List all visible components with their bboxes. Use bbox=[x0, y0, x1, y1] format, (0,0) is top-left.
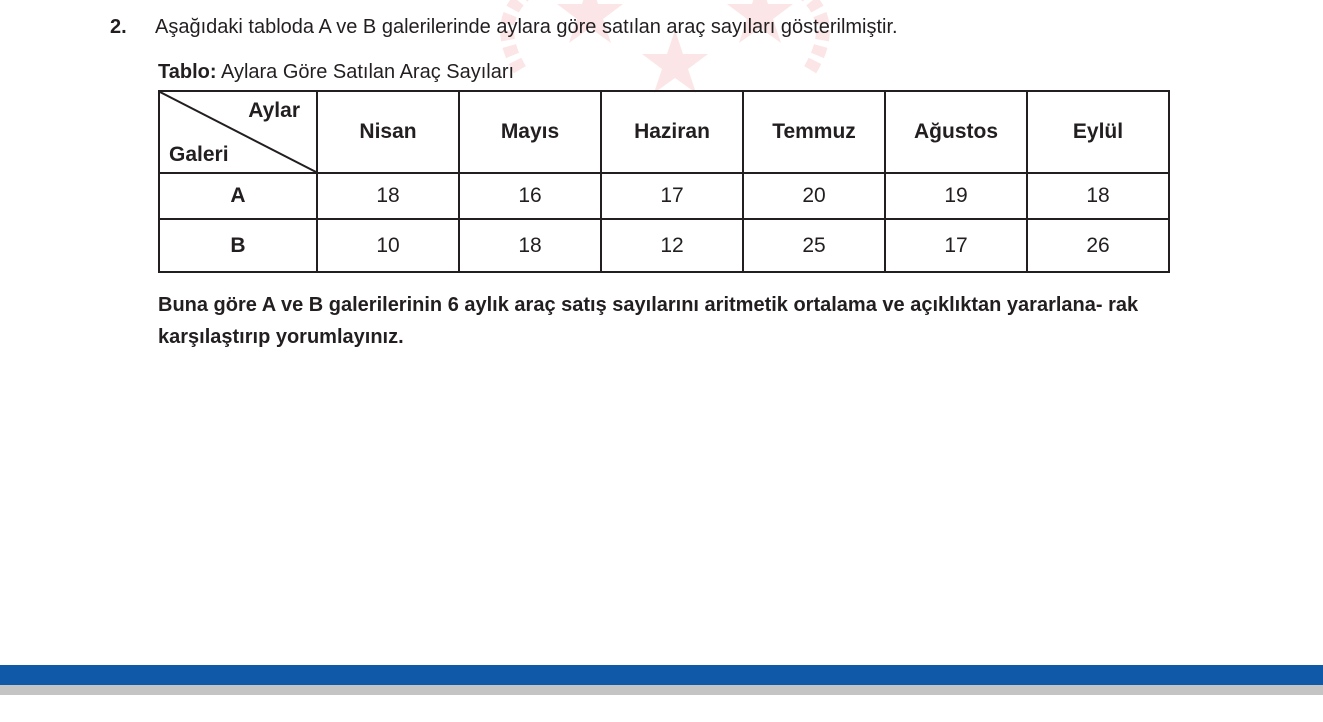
table-cell: 17 bbox=[601, 173, 743, 219]
table-header-row bbox=[159, 91, 1169, 173]
sales-table bbox=[158, 90, 1170, 273]
table-cell: 18 bbox=[317, 173, 459, 219]
column-header: Temmuz bbox=[743, 91, 885, 173]
table-cell: 20 bbox=[743, 173, 885, 219]
column-header: Haziran bbox=[601, 91, 743, 173]
column-header: Eylül bbox=[1027, 91, 1169, 173]
table-cell: 25 bbox=[743, 219, 885, 272]
table-cell: 10 bbox=[317, 219, 459, 272]
corner-label-months: Aylar bbox=[248, 99, 300, 122]
question-prompt: Buna göre A ve B galerilerinin 6 aylık araç satış sayılarını aritmetik ortalama ve açıklıktan yararlana- rak karşılaştırıp yorumlayınız. bbox=[158, 294, 1139, 348]
table-caption-text: Aylara Göre Satılan Araç Sayıları bbox=[220, 61, 515, 83]
table-cell: 16 bbox=[459, 173, 601, 219]
column-header: Mayıs bbox=[459, 91, 601, 173]
column-header: Nisan bbox=[317, 91, 459, 173]
table-cell: 18 bbox=[1027, 173, 1169, 219]
table-row bbox=[159, 219, 1169, 272]
corner-label-gallery: Galeri bbox=[169, 143, 229, 166]
question-number: 2. bbox=[110, 16, 127, 38]
table-caption-label: Tablo: bbox=[158, 61, 217, 83]
question-intro: Aşağıdaki tabloda A ve B galerilerinde aylara göre satılan araç sayıları gösterilmiştir. bbox=[155, 16, 898, 38]
footer-blue-bar bbox=[0, 665, 1323, 685]
row-label: A bbox=[159, 173, 317, 219]
row-label: B bbox=[159, 219, 317, 272]
table-row bbox=[159, 173, 1169, 219]
table-corner-cell bbox=[159, 91, 317, 173]
table-caption bbox=[158, 61, 514, 84]
table-cell: 19 bbox=[885, 173, 1027, 219]
table-cell: 12 bbox=[601, 219, 743, 272]
table-cell: 26 bbox=[1027, 219, 1169, 272]
footer-gray-bar bbox=[0, 685, 1323, 695]
table-cell: 17 bbox=[885, 219, 1027, 272]
column-header: Ağustos bbox=[885, 91, 1027, 173]
table-cell: 18 bbox=[459, 219, 601, 272]
